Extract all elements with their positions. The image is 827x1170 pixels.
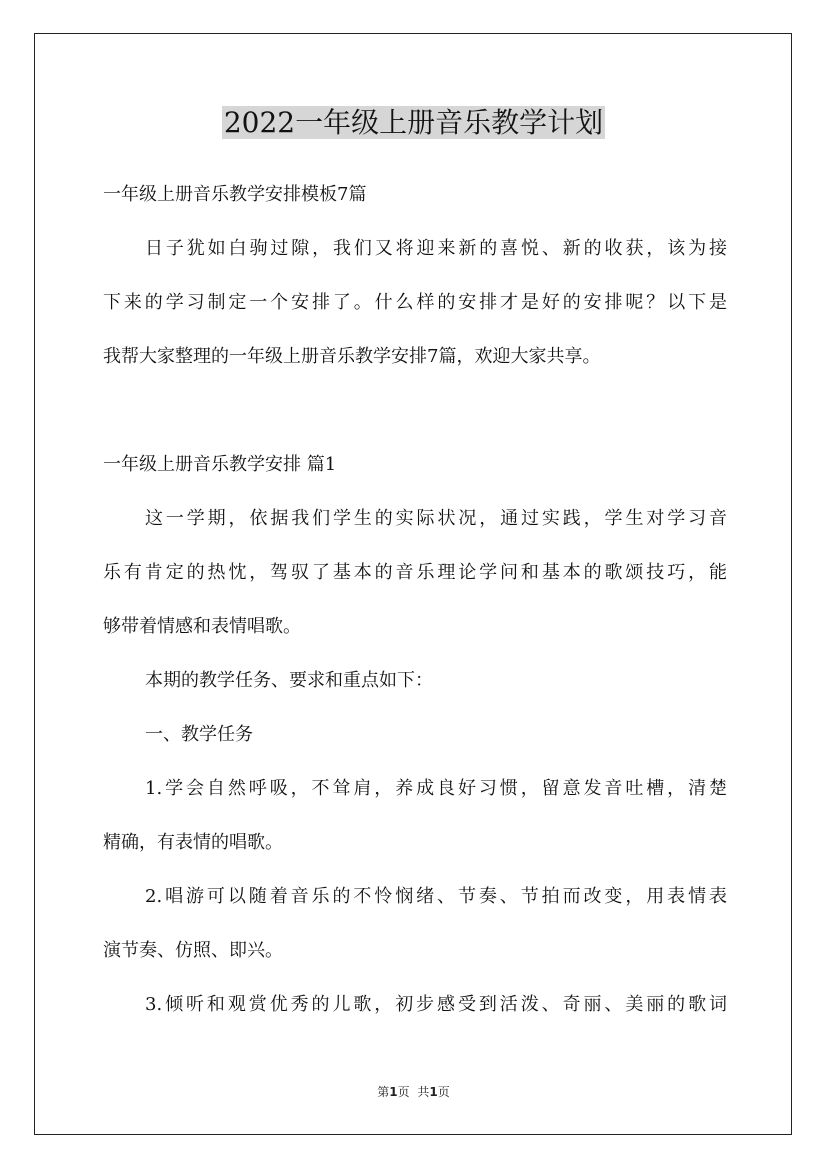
list-item-line: 1.学会自然呼吸，不耸肩，养成良好习惯，留意发音吐槽，清楚: [145, 778, 727, 799]
paragraph-line: 下来的学习制定一个安排了。什么样的安排才是好的安排呢？以下是: [103, 292, 727, 313]
paragraph-line: 日子犹如白驹过隙，我们又将迎来新的喜悦、新的收获，该为接: [145, 238, 727, 259]
footer-total-number: 1: [429, 1085, 438, 1099]
paragraph-line: 本期的教学任务、要求和重点如下：: [145, 670, 433, 691]
paragraph-line: 这一学期，依据我们学生的实际状况，通过实践，学生对学习音: [145, 508, 727, 529]
list-item-line: 演节奏、仿照、即兴。: [103, 940, 283, 961]
subsection-heading: 一、教学任务: [145, 724, 253, 745]
section-heading: 一年级上册音乐教学安排 篇1: [103, 454, 337, 475]
doc-subtitle: 一年级上册音乐教学安排模板7篇: [103, 184, 367, 205]
document-title: [0, 103, 827, 143]
list-item-line: 精确，有表情的唱歌。: [103, 832, 283, 853]
paragraph-line: 够带着情感和表情唱歌。: [103, 616, 301, 637]
footer-page-suffix: 页: [397, 1085, 410, 1099]
paragraph-line: 我帮大家整理的一年级上册音乐教学安排7篇，欢迎大家共享。: [103, 346, 601, 367]
footer-total-prefix: 共: [417, 1085, 430, 1099]
footer-page-prefix: 第: [377, 1085, 390, 1099]
list-item-line: 3.倾听和观赏优秀的儿歌，初步感受到活泼、奇丽、美丽的歌词: [145, 994, 727, 1015]
document-title-text: 2022一年级上册音乐教学计划: [223, 106, 604, 139]
page-footer: [0, 1084, 827, 1100]
paragraph-line: 乐有肯定的热忱，驾驭了基本的音乐理论学问和基本的歌颂技巧，能: [103, 562, 727, 583]
footer-page-number: 1: [389, 1085, 398, 1099]
footer-total-suffix: 页: [437, 1085, 450, 1099]
list-item-line: 2.唱游可以随着音乐的不怜悯绪、节奏、节拍而改变，用表情表: [145, 886, 727, 907]
